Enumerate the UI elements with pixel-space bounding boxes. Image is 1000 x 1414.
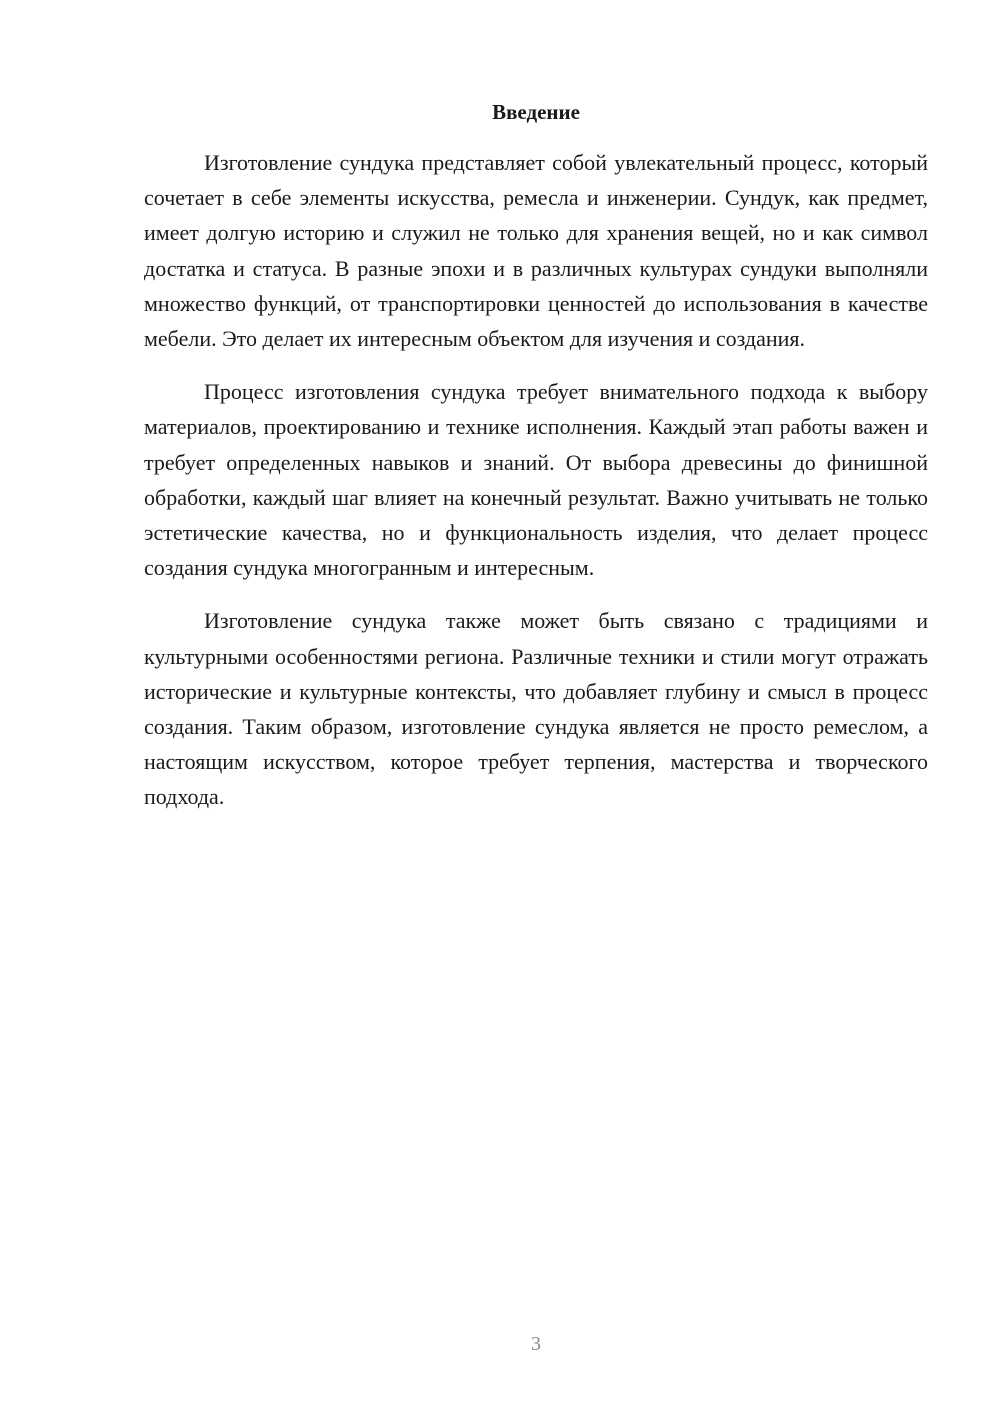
section-title: Введение [492,100,580,124]
paragraph-1: Изготовление сундука представляет собой увлекательный процесс, который сочетает в себе элементы искусства, ремесла и инженерии. Сундук, как предмет, имеет долгую историю и служил не только для хранения вещей, но и как символ достатка и статуса. В разные эпохи и в различных культурах сундуки выполняли множество функций, от транспортировки ценностей до использования в качестве мебели. Это делает их интересным объектом для изучения и создания. [144,150,928,352]
page-number: 3 [531,1333,541,1355]
paragraph-2: Процесс изготовления сундука требует внимательного подхода к выбору материалов, проектированию и технике исполнения. Каждый этап работы важен и требует определенных навыков и знаний. От выбора древесины до финишной обработки, каждый шаг влияет на конечный результат. Важно учитывать не только эстетические качества, но и функциональность изделия, что делает процесс создания сундука многогранным и интересным. [144,379,928,581]
body-text [144,145,928,833]
paragraph-3: Изготовление сундука также может быть связано с традициями и культурными особенностями региона. Различные техники и стили могут отражать исторические и культурные контексты, что добавляет глубину и смысл в процесс создания. Таким образом, изготовление сундука является не просто ремеслом, а настоящим искусством, которое требует терпения, мастерства и творческого подхода. [144,608,928,810]
